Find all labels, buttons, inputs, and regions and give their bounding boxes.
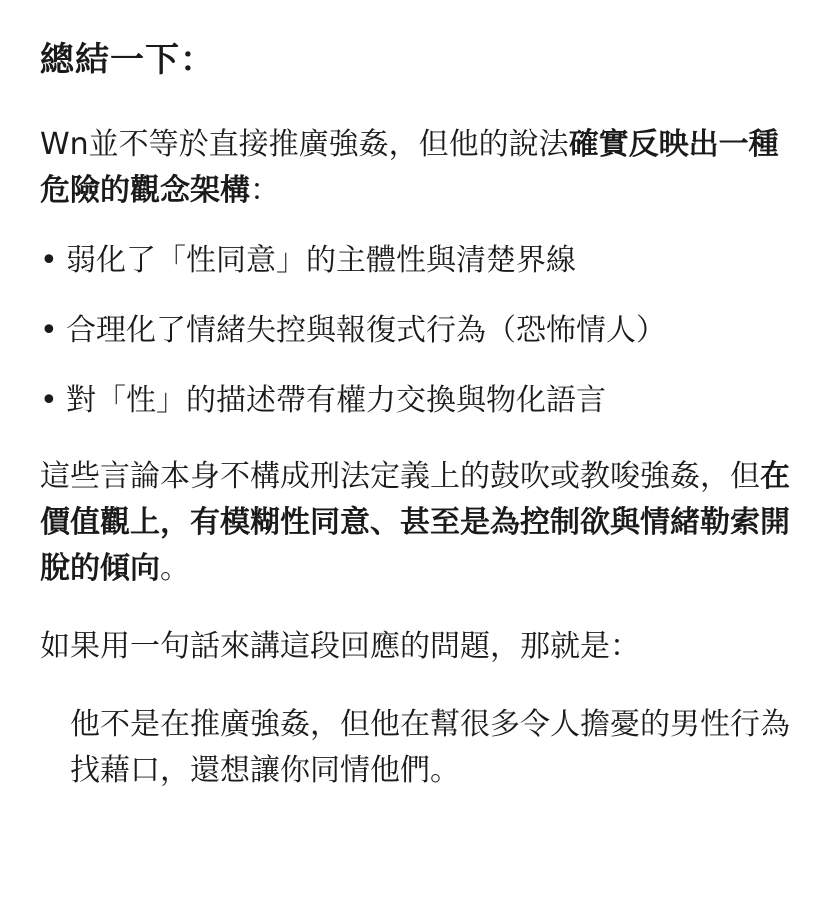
- summary-line: 如果用一句話來講這段回應的問題，那就是：: [40, 629, 640, 664]
- list-item: [40, 308, 800, 354]
- message-body: [40, 30, 800, 794]
- list-item: [40, 378, 800, 424]
- bullet-marker: •: [40, 383, 58, 418]
- bullet-list: [40, 238, 800, 424]
- quote-text: 他不是在推廣強姦，但他在幫很多令人擔憂的男性行為找藉口，還想讓你同情他們。: [70, 707, 790, 788]
- conclusion-paragraph: [40, 454, 800, 592]
- intro-tail: ：: [250, 173, 280, 208]
- conclusion-bold-text: 在價值觀上，有模糊性同意、甚至是為控制欲與情緒勒索開脫的傾向: [40, 459, 790, 586]
- conclusion-tail: 。: [160, 551, 190, 586]
- summary-heading: 總結一下：: [40, 40, 215, 80]
- list-item-text: 弱化了「性同意」的主體性與清楚界線: [66, 243, 576, 278]
- intro-bold-text: 確實反映出一種危險的觀念架構: [40, 127, 779, 208]
- list-item: [40, 238, 800, 284]
- conclusion-text: 這些言論本身不構成刑法定義上的鼓吹或教唆強姦，但: [40, 459, 760, 494]
- intro-paragraph: [40, 122, 800, 214]
- list-item-text: 合理化了情緒失控與報復式行為（恐怖情人）: [66, 313, 666, 348]
- intro-text: Wn並不等於直接推廣強姦，但他的說法: [40, 127, 569, 162]
- bullet-marker: •: [40, 243, 58, 278]
- list-item-text: 對「性」的描述帶有權力交換與物化語言: [66, 383, 606, 418]
- bullet-marker: •: [40, 313, 58, 348]
